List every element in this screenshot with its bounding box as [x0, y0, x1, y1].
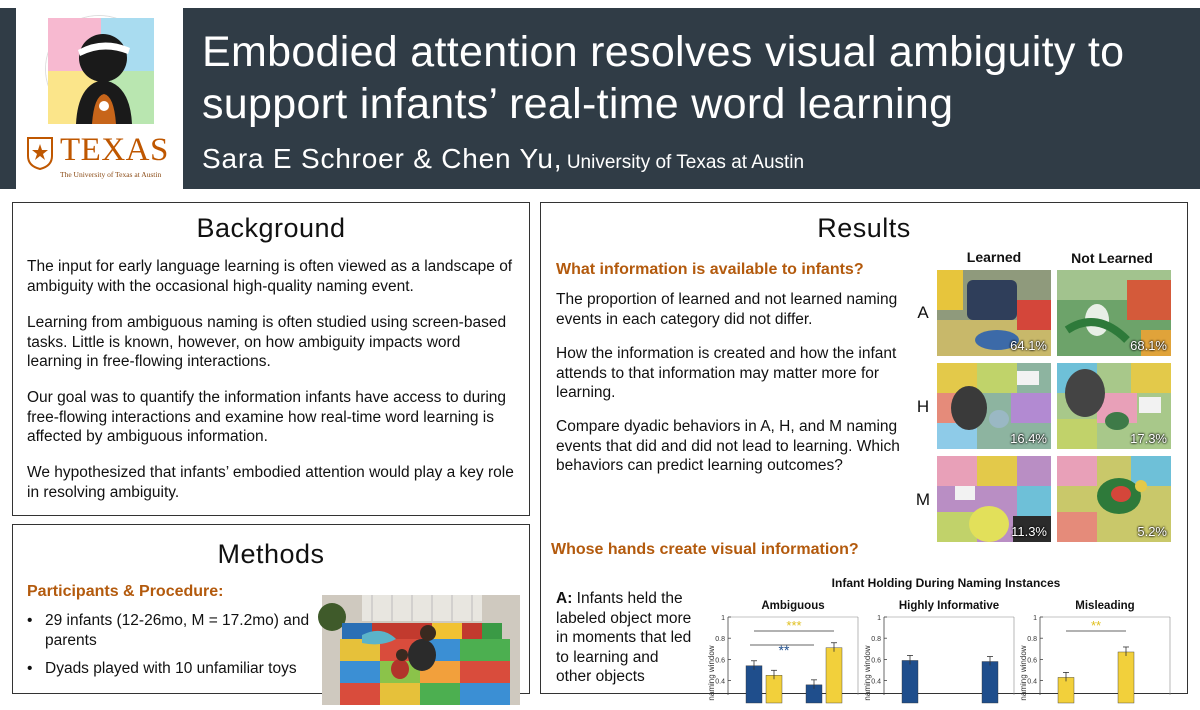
panel-title: Highly Informative	[898, 600, 1000, 612]
bar	[746, 666, 762, 703]
background-paragraph: Learning from ambiguous naming is often studied using screen-based tasks. Little is known, however, on how ambiguity impacts word learning in free-flowing interactions.	[27, 314, 507, 370]
significance-label: **	[778, 642, 790, 658]
infant-holding-chart	[706, 573, 1186, 701]
texas-wordmark: TEXAS	[60, 132, 169, 168]
y-tick-label: 0.8	[871, 636, 881, 644]
results-paragraph: The proportion of learned and not learned naming events in each category did not differ.	[556, 291, 898, 328]
thumbnail-a-not-learned	[1057, 270, 1171, 356]
results-panel	[540, 202, 1188, 701]
methods-title: Methods	[217, 539, 325, 569]
background-panel	[12, 202, 530, 516]
background-paragraph: We hypothesized that infants’ embodied attention would play a key role in resolving ambiguity.	[27, 464, 514, 501]
panel-title: Misleading	[1075, 600, 1135, 612]
list-item: • Dyads played with 10 unfamiliar toys	[27, 659, 317, 679]
y-tick-label: 0.4	[871, 678, 881, 686]
y-tick-label: 0.8	[715, 636, 725, 644]
significance-label: **	[1090, 618, 1102, 633]
results-title: Results	[817, 213, 911, 243]
y-tick-label: 0.4	[715, 678, 725, 686]
bar	[1118, 652, 1134, 703]
chart-svg	[706, 573, 1186, 701]
y-tick-label: 0.6	[715, 657, 725, 665]
author-line	[202, 143, 804, 175]
chart-title: Infant Holding During Naming Instances	[831, 576, 1061, 590]
ut-wordmark	[26, 132, 176, 182]
percentage-label: 64.1%	[1010, 338, 1047, 353]
y-tick-label: 1	[877, 615, 881, 622]
thumbnail-m-not-learned	[1057, 456, 1171, 542]
list-item: • 29 infants (12-26mo, M = 17.2mo) and parents	[27, 611, 317, 650]
bar	[766, 675, 782, 703]
results-question-2: Whose hands create visual information?	[551, 541, 859, 558]
methods-panel	[12, 524, 530, 694]
y-tick-label: 0.8	[1027, 636, 1037, 644]
logo-box	[16, 8, 183, 189]
y-axis-label: naming window	[707, 645, 716, 701]
percentage-label: 5.2%	[1137, 524, 1167, 539]
row-label-h: H	[916, 397, 930, 416]
affiliation: University of Texas at Austin	[566, 152, 805, 173]
row-label-a: A	[917, 303, 929, 322]
finding-a-text	[556, 589, 696, 687]
column-label-learned: Learned	[966, 249, 1022, 265]
significance-label: ***	[786, 618, 802, 633]
ut-seal-icon	[26, 136, 54, 170]
texas-subtitle: The University of Texas at Austin	[60, 170, 162, 179]
bar	[902, 660, 918, 703]
thumbnail-h-not-learned	[1057, 363, 1171, 449]
percentage-label: 16.4%	[1010, 431, 1047, 446]
y-tick-label: 0.6	[871, 657, 881, 665]
background-title: Background	[196, 213, 346, 243]
poster-header	[0, 0, 1200, 190]
y-tick-label: 0.6	[1027, 657, 1037, 665]
results-paragraph: How the information is created and how the infant attends to that information may matter more for learning.	[556, 345, 897, 401]
row-label-m: M	[915, 490, 931, 509]
lab-logo-icon	[46, 16, 152, 122]
y-axis-label: naming window	[1019, 645, 1028, 701]
poster-title: Embodied attention resolves visual ambiguity to support infants’ real-time word learning	[202, 28, 1125, 128]
background-paragraph: Our goal was to quantify the information infants have access to during free-flowing interactions and examine how real-time word learning is affected by ambiguous information.	[27, 389, 507, 445]
finding-a-label: A:	[556, 590, 573, 607]
bar	[826, 648, 842, 703]
results-paragraph: Compare dyadic behaviors in A, H, and M naming events that did and did not lead to learning. Which behaviors can predict learning outcomes?	[556, 418, 900, 474]
playroom-photo	[322, 595, 520, 705]
column-label-not-learned: Not Learned	[1071, 250, 1153, 266]
percentage-label: 11.3%	[1011, 524, 1047, 539]
finding-a-body: Infants held the labeled object more in moments that led to learning and other objects	[556, 590, 692, 685]
y-tick-label: 1	[721, 615, 725, 622]
y-tick-label: 1	[1033, 615, 1037, 622]
background-paragraph: The input for early language learning is often viewed as a landscape of ambiguity with the occasional high-quality naming event.	[27, 258, 513, 295]
author-names: Sara E Schroer & Chen Yu,	[202, 143, 563, 174]
thumbnail-m-learned	[937, 456, 1051, 542]
participants-subhead: Participants & Procedure:	[27, 583, 224, 600]
results-question-1: What information is available to infants?	[556, 261, 864, 278]
panel-title: Ambiguous	[761, 600, 825, 612]
y-axis-label: naming window	[863, 645, 872, 701]
percentage-label: 68.1%	[1130, 338, 1167, 353]
percentage-label: 17.3%	[1130, 431, 1167, 446]
y-tick-label: 0.4	[1027, 678, 1037, 686]
thumbnail-a-learned	[937, 270, 1051, 356]
thumbnail-h-learned	[937, 363, 1051, 449]
bar	[982, 662, 998, 703]
